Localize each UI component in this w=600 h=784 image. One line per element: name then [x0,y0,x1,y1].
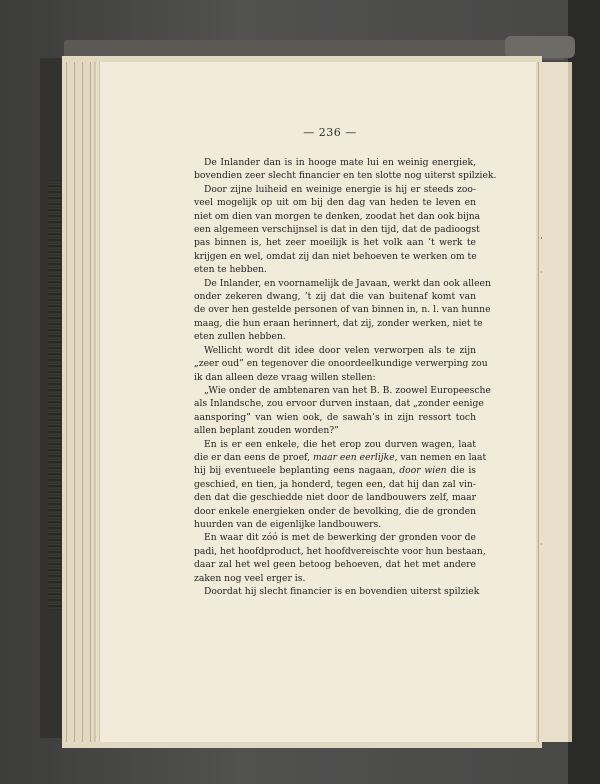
text-line: daar zal het wel geen betoog behoeven, dat het met andere [194,559,476,571]
text-line: Wellicht wordt dit idee door velen verworpen als te zijn [204,344,476,356]
page-edge-line [74,62,75,742]
text-line: geschied, en tien, ja honderd, tegen een, dat hij dan zal vin- [194,478,476,490]
text-line: Doordat hij slecht financier is en bovendien uiterst spilziek [204,586,480,597]
text-line: „Wie onder de ambtenaren van het B. B. zoowel Europeesche [204,384,491,396]
text-line: als Inlandsche, zou ervoor durven instaan, dat „zonder eenige [194,398,484,410]
text-line: zaken nog veel erger is. [194,572,306,584]
book-cover-tear [505,36,575,58]
text-line: „zeer oud” en tegenover die onoordeelkundige verwerping zou [194,358,488,370]
facing-page-shadow [568,62,572,742]
text-line: pas binnen is, het zeer moeilijk is het volk aan ’t werk te [194,237,476,249]
text-line: En is er een enkele, die het erop zou durven wagen, laat [204,438,476,450]
text-line: bovendien zeer slecht financier en ten slotte nog uiterst spilziek. [194,170,497,182]
text-line: padi, het hoofdproduct, het hoofdvereischte voor hun bestaan, [194,545,486,557]
text-line: die er dan eens de proef, maar een eerlijke, van nemen en laat [194,451,487,463]
bleed-through-mark: ’ [540,236,543,245]
text-line: huurden van de eigenlijke landbouwers. [194,518,382,530]
page-edge-line [66,62,67,742]
body-text [194,156,497,598]
text-line: niet om dien van morgen te denken, zoodat het dan ook bijna [194,210,481,222]
text-line: De Inlander, en voornamelijk de Javaan, werkt dan ook alleen [204,277,491,289]
book-spine-marbled [48,180,62,610]
facing-page-edge [538,62,569,742]
text-line: door enkele energieken onder de bevolking, die de gronden [194,505,476,517]
text-line: een algemeen verschijnsel is dat in den tijd, dat de padioogst [194,224,480,236]
text-line: ik dan alleen deze vraag willen stellen: [194,371,376,383]
text-line: Door zijne luiheid en weinige energie is hij er steeds zoo- [204,183,476,195]
page-edge-line [82,62,83,742]
page-edge-line [90,62,91,742]
text-line: allen beplant zouden worden?” [194,425,339,437]
scan-right-edge [568,0,600,784]
italic-phrase: door wien [399,465,447,477]
text-line: krijgen en wel, omdat zij dan niet behoeven te werken om te [194,250,477,262]
text-line: den dat die geschiedde niet door de landbouwers zelf, maar [194,492,476,504]
text-line: En waar dit zóó is met de bewerking der gronden voor de [204,532,476,544]
bleed-through-mark: · [540,268,543,277]
text-line: onder zekeren dwang, ’t zij dat die van buitenaf komt van [194,291,476,303]
text-line: de over hen gestelde personen of van binnen in, n. l. van hunne [194,304,491,316]
text-line: hij bij eventueele beplanting eens nagaan, door wien die is [194,465,476,477]
text-line: aansporing” van wien ook, de sawah’s in zijn ressort toch [194,411,476,423]
text-line: eten te hebben. [194,264,267,276]
bleed-through-mark: · [540,540,543,549]
text-line: eten zullen hebben. [194,331,286,343]
italic-phrase: maar een eerlijke [312,451,395,463]
text-line: De Inlander dan is in hooge mate lui en weinig energiek, [204,157,476,168]
page-number: — 236 — [303,126,357,139]
text-line: maag, die hun eraan herinnert, dat zij, zonder werken, niet te [194,317,483,329]
text-line: veel mogelijk op uit om bij den dag van heden te leven en [194,197,476,209]
